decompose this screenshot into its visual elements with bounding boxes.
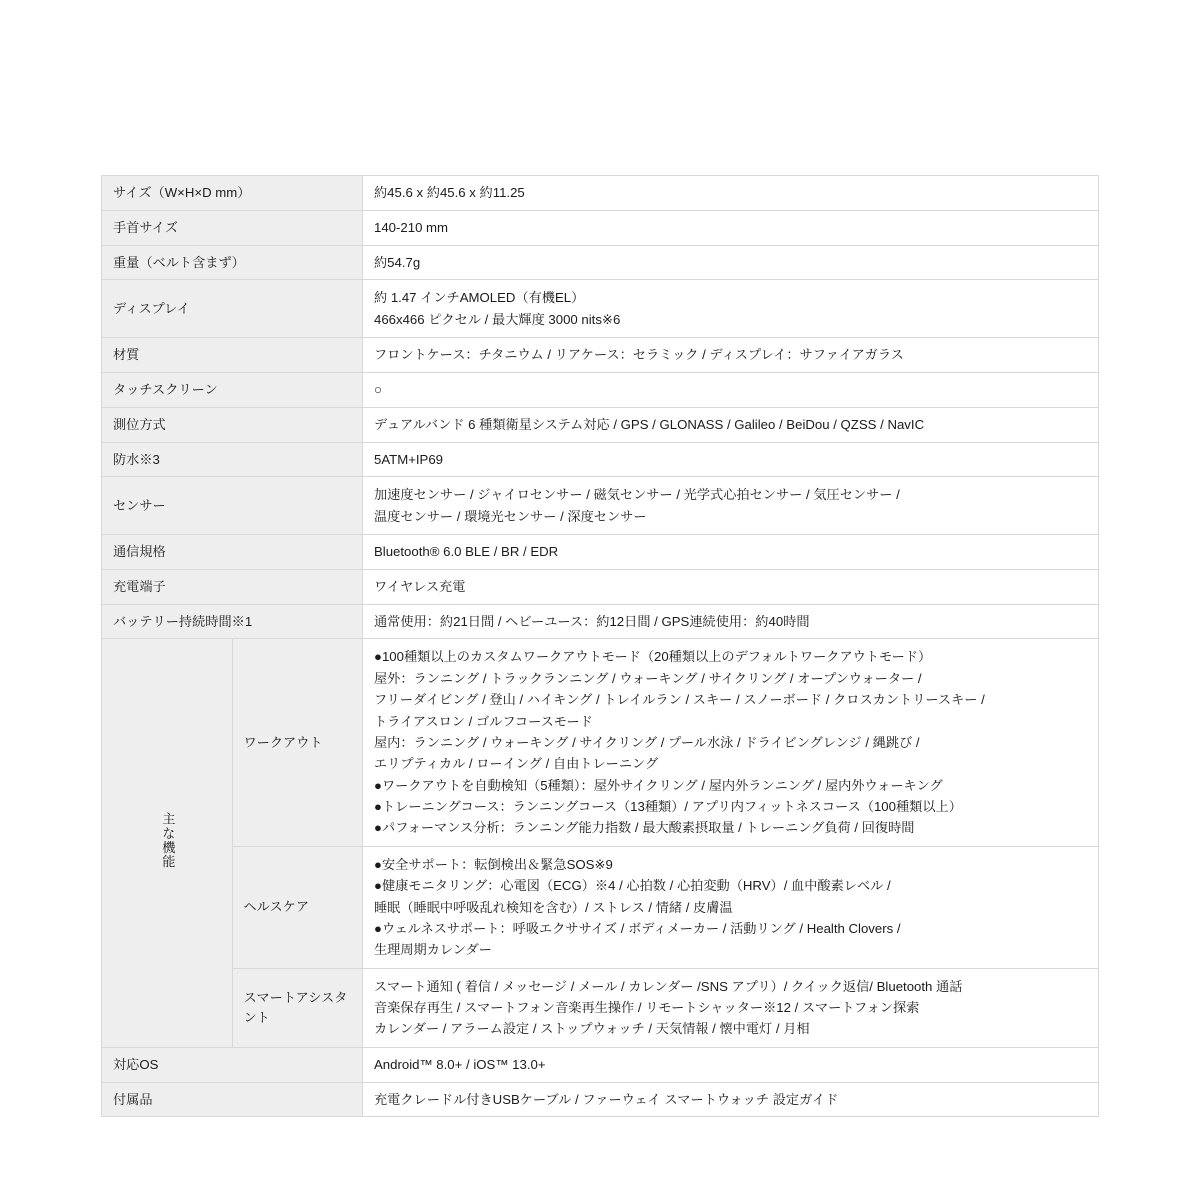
row-value [363, 210, 1099, 245]
value-line: フリーダイビング / 登山 / ハイキング / トレイルラン / スキー / スノーボード / クロスカントリースキー / [374, 692, 985, 708]
value-line: フロントケース：チタニウム / リアケース：セラミック / ディスプレイ：サファイアガラス [374, 347, 904, 363]
table-row-smart-assistant [102, 968, 1099, 1047]
row-value [363, 442, 1099, 477]
table-row [102, 280, 1099, 338]
row-value [363, 245, 1099, 280]
table-row [102, 535, 1099, 570]
table-row-main-features [102, 639, 1099, 846]
value-line: ワイヤレス充電 [374, 578, 466, 594]
subrow-value [363, 639, 1099, 846]
row-label: 手首サイズ [102, 210, 363, 245]
table-row-healthcare [102, 846, 1099, 968]
row-label: タッチスクリーン [102, 372, 363, 407]
subrow-value [363, 846, 1099, 968]
row-value [363, 280, 1099, 338]
value-line: 約54.7g [374, 254, 421, 270]
row-label: センサー [102, 477, 363, 535]
value-line: 約 1.47 インチAMOLED（有機EL） [374, 290, 585, 306]
spec-table-container [101, 175, 1099, 1117]
value-line: 屋外：ランニング / トラックランニング / ウォーキング / サイクリング / オープンウォーター / [374, 670, 922, 686]
value-line: ●ウェルネスサポート：呼吸エクササイズ / ボディメーカー / 活動リング / Health Clovers / [374, 920, 901, 936]
row-value [363, 372, 1099, 407]
table-row [102, 604, 1099, 639]
value-line: 466x466 ピクセル / 最大輝度 3000 nits※6 [374, 311, 621, 327]
value-line: ●健康モニタリング：心電図（ECG）※4 / 心拍数 / 心拍変動（HRV）/ 血中酸素レベル / [374, 878, 891, 894]
row-label: 防水※3 [102, 442, 363, 477]
table-row [102, 210, 1099, 245]
value-line: 充電クレードル付きUSBケーブル / ファーウェイ スマートウォッチ 設定ガイド [374, 1091, 839, 1107]
value-line: 温度センサー / 環境光センサー / 深度センサー [374, 508, 647, 524]
value-line: 睡眠（睡眠中呼吸乱れ検知を含む）/ ストレス / 情緒 / 皮膚温 [374, 899, 733, 915]
row-label: サイズ（W×H×D mm） [102, 176, 363, 211]
value-line: 約45.6 x 約45.6 x 約11.25 [374, 185, 525, 200]
value-line: Android™ 8.0+ / iOS™ 13.0+ [374, 1056, 546, 1072]
value-line: ○ [374, 381, 382, 397]
value-line: 加速度センサー / ジャイロセンサー / 磁気センサー / 光学式心拍センサー / 気圧センサー / [374, 487, 900, 503]
row-label: 測位方式 [102, 407, 363, 442]
table-row [102, 1047, 1099, 1082]
value-line: 生理周期カレンダー [374, 942, 492, 958]
value-line: Bluetooth® 6.0 BLE / BR / EDR [374, 544, 559, 560]
row-label: 付属品 [102, 1082, 363, 1117]
value-line: 屋内：ランニング / ウォーキング / サイクリング / プール水泳 / ドライビングレンジ / 縄跳び / [374, 734, 920, 750]
row-value [363, 176, 1099, 211]
table-row [102, 477, 1099, 535]
specifications-table [101, 175, 1099, 1117]
value-line: ●安全サポート：転倒検出＆緊急SOS※9 [374, 856, 613, 872]
value-line: エリプティカル / ローイング / 自由トレーニング [374, 756, 659, 772]
value-line: スマート通知 ( 着信 / メッセージ / メール / カレンダー /SNS アプリ）/ クイック返信/ Bluetooth 通話 [374, 978, 963, 994]
value-line: 5ATM+IP69 [374, 451, 444, 467]
row-value [363, 338, 1099, 373]
value-line: ●ワークアウトを自動検知（5種類）：屋外サイクリング / 屋内外ランニング / 屋内外ウォーキング [374, 777, 943, 793]
value-line: 140-210 mm [374, 219, 449, 235]
table-row [102, 245, 1099, 280]
table-row [102, 372, 1099, 407]
table-row [102, 407, 1099, 442]
value-line: トライアスロン / ゴルフコースモード [374, 713, 593, 729]
value-line: 通常使用：約21日間 / ヘビーユース：約12日間 / GPS連続使用：約40時間 [374, 613, 810, 629]
table-body [102, 176, 1099, 1117]
subrow-label: スマートアシスタント [232, 968, 363, 1047]
value-line: カレンダー / アラーム設定 / ストップウォッチ / 天気情報 / 懐中電灯 / 月相 [374, 1021, 810, 1037]
row-label: 対応OS [102, 1047, 363, 1082]
table-row [102, 176, 1099, 211]
row-value [363, 1082, 1099, 1117]
row-label: バッテリー持続時間※1 [102, 604, 363, 639]
subrow-value [363, 968, 1099, 1047]
row-value [363, 477, 1099, 535]
row-label: ディスプレイ [102, 280, 363, 338]
row-value [363, 569, 1099, 604]
row-value [363, 1047, 1099, 1082]
table-row [102, 338, 1099, 373]
subrow-label: ワークアウト [232, 639, 363, 846]
value-line: ●パフォーマンス分析：ランニング能力指数 / 最大酸素摂取量 / トレーニング負荷 / 回復時間 [374, 820, 915, 836]
row-label: 材質 [102, 338, 363, 373]
value-line: ●100種類以上のカスタムワークアウトモード（20種類以上のデフォルトワークアウトモード） [374, 649, 932, 665]
row-value [363, 407, 1099, 442]
row-label: 重量（ベルト含まず） [102, 245, 363, 280]
group-label-main-features [102, 639, 233, 1047]
table-row [102, 1082, 1099, 1117]
group-label-text: 主な機能 [160, 811, 176, 869]
table-row [102, 569, 1099, 604]
row-value [363, 535, 1099, 570]
row-label: 充電端子 [102, 569, 363, 604]
value-line: デュアルバンド 6 種類衛星システム対応 / GPS / GLONASS / Galileo / BeiDou / QZSS / NavIC [374, 416, 925, 432]
row-value [363, 604, 1099, 639]
table-row [102, 442, 1099, 477]
value-line: 音楽保存再生 / スマートフォン音楽再生操作 / リモートシャッター※12 / スマートフォン探索 [374, 1000, 920, 1016]
value-line: ●トレーニングコース：ランニングコース（13種類）/ アプリ内フィットネスコース（100種類以上） [374, 799, 962, 815]
row-label: 通信規格 [102, 535, 363, 570]
subrow-label: ヘルスケア [232, 846, 363, 968]
